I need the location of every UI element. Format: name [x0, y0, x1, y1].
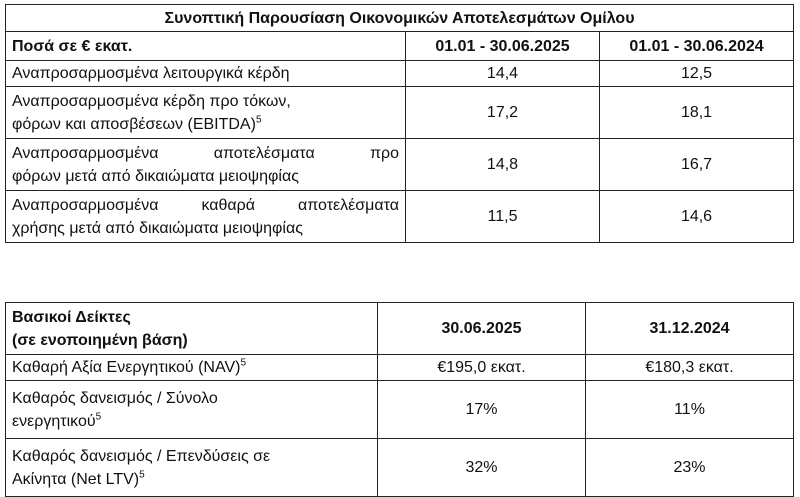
value-2025: 17,2	[406, 87, 600, 139]
value-2024: 14,6	[600, 191, 794, 243]
table-row	[6, 87, 794, 139]
value-2024: 11%	[586, 381, 794, 439]
value-2025: 11,5	[406, 191, 600, 243]
key-indicators-table	[5, 302, 794, 497]
value-2025: €195,0 εκατ.	[378, 355, 586, 381]
row-label	[6, 191, 406, 243]
value-2024: 18,1	[600, 87, 794, 139]
table-row	[6, 381, 794, 439]
row-label-line: φόρων και αποσβέσεων (EBITDA)	[12, 115, 256, 133]
row-label-line: Καθαρή Αξία Ενεργητικού (NAV)	[12, 359, 241, 376]
row-label	[6, 61, 406, 87]
header-line: (σε ενοποιημένη βάση)	[12, 331, 188, 349]
row-label	[6, 439, 378, 497]
footnote-marker: 5	[95, 411, 102, 423]
row-label	[6, 381, 378, 439]
table-row	[6, 61, 794, 87]
financial-results-table	[5, 4, 794, 243]
row-label-line: Ακίνητα (Net LTV)	[12, 470, 140, 488]
table-title-row	[6, 5, 794, 32]
indicators-label-header	[6, 303, 378, 355]
row-label-line: Αναπροσαρμοσμένα λειτουργικά κέρδη	[12, 65, 290, 82]
table-row	[6, 139, 794, 191]
period-2024-header: 01.01 - 30.06.2024	[600, 32, 794, 61]
period-2025-header: 01.01 - 30.06.2025	[406, 32, 600, 61]
row-label-line: χρήσης μετά από δικαιώματα μειοψηφίας	[12, 219, 303, 237]
date-2025-header: 30.06.2025	[378, 303, 586, 355]
row-label-line: Αναπροσαρμοσμένα κέρδη προ τόκων,	[12, 92, 291, 110]
table-row	[6, 191, 794, 243]
table-header-row	[6, 303, 794, 355]
value-2024: 23%	[586, 439, 794, 497]
table-title: Συνοπτική Παρουσίαση Οικονομικών Αποτελεσμάτων Ομίλου	[6, 5, 794, 32]
value-2024: 12,5	[600, 61, 794, 87]
value-2025: 17%	[378, 381, 586, 439]
row-label-line: φόρων μετά από δικαιώματα μειοψηφίας	[12, 167, 299, 185]
row-label-line: Καθαρός δανεισμός / Σύνολο	[12, 389, 218, 407]
row-label	[6, 355, 378, 381]
table-header-row	[6, 32, 794, 61]
value-2024: 16,7	[600, 139, 794, 191]
value-2025: 14,4	[406, 61, 600, 87]
row-label-line: Αναπροσαρμοσμένα αποτελέσματα προ	[12, 144, 399, 162]
row-label	[6, 87, 406, 139]
date-2024-header: 31.12.2024	[586, 303, 794, 355]
table-row	[6, 355, 794, 381]
footnote-marker: 5	[139, 469, 145, 481]
value-2025: 32%	[378, 439, 586, 497]
footnote-marker: 5	[255, 114, 262, 126]
value-2024: €180,3 εκατ.	[586, 355, 794, 381]
value-2025: 14,8	[406, 139, 600, 191]
footnote-marker: 5	[240, 357, 247, 369]
table-row	[6, 439, 794, 497]
row-label-line: Αναπροσαρμοσμένα καθαρά αποτελέσματα	[12, 196, 399, 214]
header-line: Βασικοί Δείκτες	[12, 308, 131, 326]
row-label	[6, 139, 406, 191]
row-label-line: Καθαρός δανεισμός / Επενδύσεις σε	[12, 447, 271, 465]
amounts-label-header: Ποσά σε € εκατ.	[6, 32, 406, 61]
row-label-line: ενεργητικού	[12, 412, 96, 430]
